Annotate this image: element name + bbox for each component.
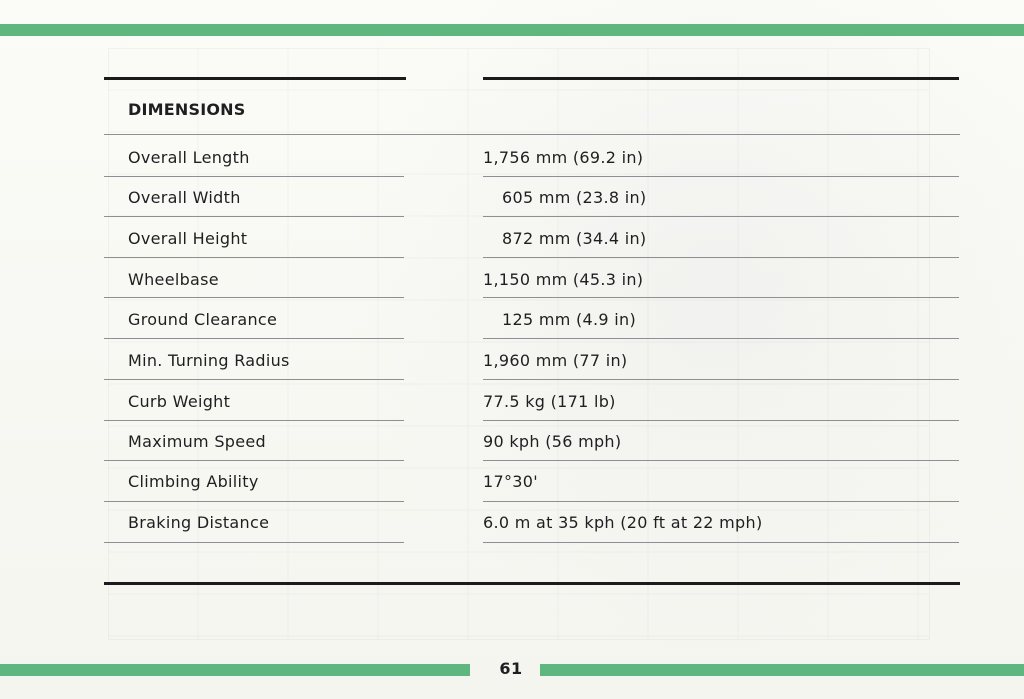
spec-value-overall-height: 872 mm (34.4 in)	[502, 229, 647, 248]
top-green-bar	[0, 24, 1024, 36]
spec-value-overall-length: 1,756 mm (69.2 in)	[483, 148, 644, 167]
spec-label-overall-width: Overall Width	[128, 188, 241, 207]
spec-label-overall-height: Overall Height	[128, 229, 248, 248]
page-number: 61	[499, 659, 523, 678]
spec-value-maximum-speed: 90 kph (56 mph)	[483, 432, 622, 451]
bottom-rule	[104, 582, 960, 585]
row-divider	[483, 460, 959, 461]
row-divider	[483, 297, 959, 298]
spec-value-ground-clearance: 125 mm (4.9 in)	[502, 310, 636, 329]
spec-label-overall-length: Overall Length	[128, 148, 250, 167]
faint-background-table	[108, 48, 930, 640]
row-divider	[104, 460, 404, 461]
row-divider	[104, 420, 404, 421]
row-divider	[104, 216, 404, 217]
row-divider	[483, 542, 959, 543]
spec-label-ground-clearance: Ground Clearance	[128, 310, 278, 329]
row-divider	[483, 338, 959, 339]
top-right-rule	[483, 77, 959, 80]
row-divider	[104, 257, 404, 258]
row-divider	[483, 501, 959, 502]
spec-value-curb-weight: 77.5 kg (171 lb)	[483, 392, 616, 411]
spec-value-wheelbase: 1,150 mm (45.3 in)	[483, 270, 644, 289]
row-divider	[104, 338, 404, 339]
spec-value-overall-width: 605 mm (23.8 in)	[502, 188, 647, 207]
spec-label-min-turning-radius: Min. Turning Radius	[128, 351, 290, 370]
header-divider	[104, 134, 960, 135]
spec-value-climbing-ability: 17°30'	[483, 472, 538, 491]
spec-label-curb-weight: Curb Weight	[128, 392, 231, 411]
top-left-rule	[104, 77, 406, 80]
row-divider	[483, 257, 959, 258]
spec-label-wheelbase: Wheelbase	[128, 270, 219, 289]
spec-label-braking-distance: Braking Distance	[128, 513, 270, 532]
spec-label-climbing-ability: Climbing Ability	[128, 472, 259, 491]
row-divider	[104, 297, 404, 298]
row-divider	[483, 420, 959, 421]
row-divider	[483, 216, 959, 217]
row-divider	[483, 176, 959, 177]
spec-value-min-turning-radius: 1,960 mm (77 in)	[483, 351, 628, 370]
spec-label-maximum-speed: Maximum Speed	[128, 432, 266, 451]
row-divider	[483, 379, 959, 380]
row-divider	[104, 176, 404, 177]
row-divider	[104, 379, 404, 380]
row-divider	[104, 501, 404, 502]
spec-value-braking-distance: 6.0 m at 35 kph (20 ft at 22 mph)	[483, 513, 763, 532]
bottom-left-green-bar	[0, 664, 470, 676]
section-title: DIMENSIONS	[128, 100, 246, 119]
row-divider	[104, 542, 404, 543]
bottom-right-green-bar	[540, 664, 1024, 676]
